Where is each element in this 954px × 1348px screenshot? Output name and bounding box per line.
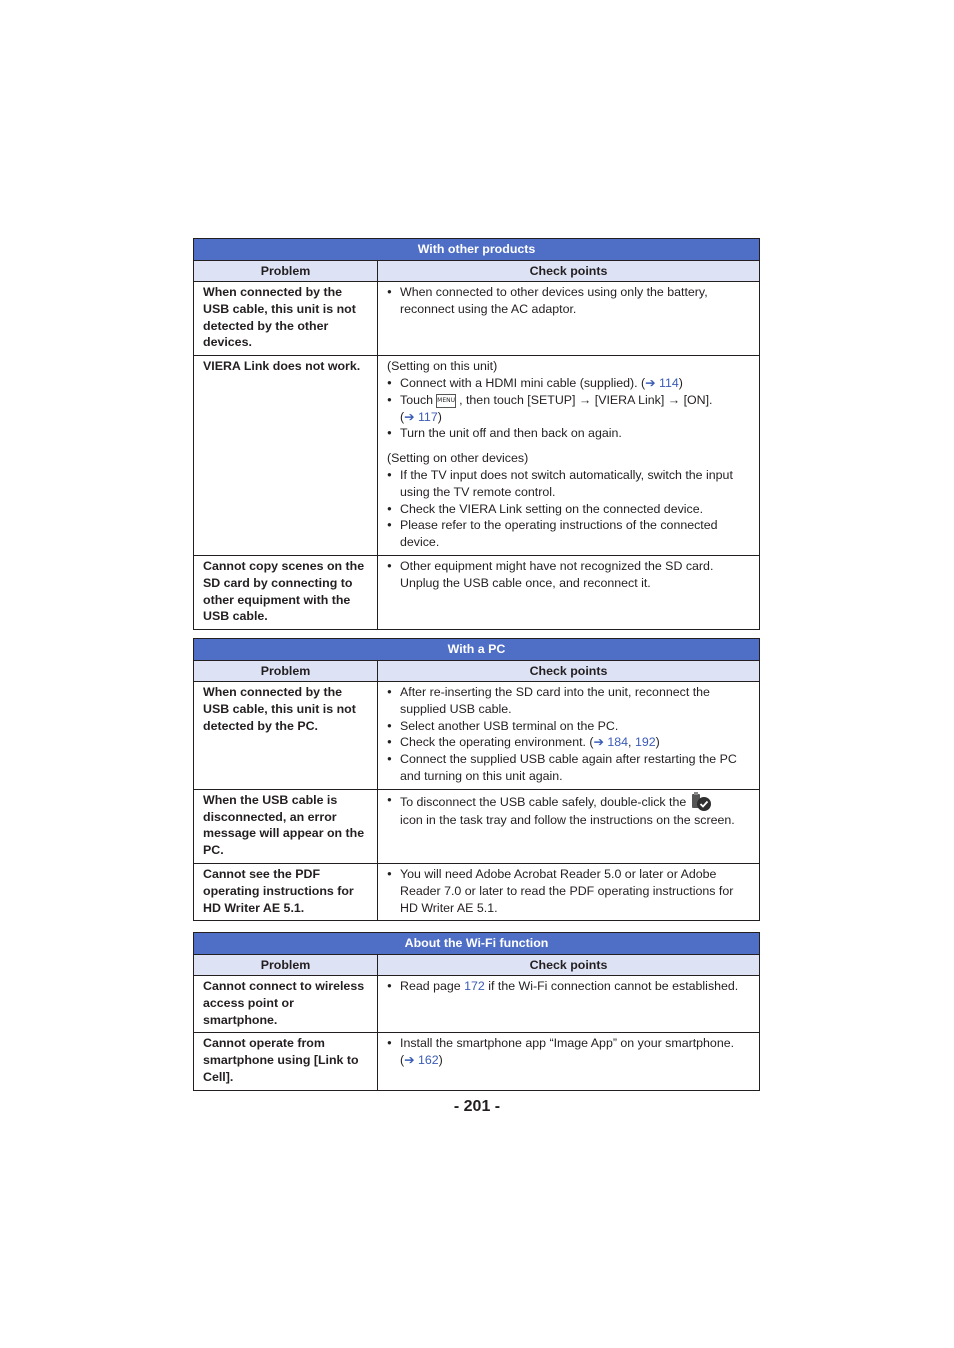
column-header-problem: Problem [194,955,378,976]
problem-cell: Cannot see the PDF operating instructions for HD Writer AE 5.1. [194,863,378,920]
section-title: About the Wi-Fi function [194,933,760,955]
column-header-problem: Problem [194,261,378,282]
bullet-item: ● Connect with a HDMI mini cable (supplied). (➔ 114) [387,375,751,392]
problem-cell: VIERA Link does not work. [194,356,378,556]
check-cell [378,1033,760,1090]
table-with-other-products [193,238,760,630]
bullet-text: Connect with a HDMI mini cable (supplied). ( [400,375,646,390]
table-row [194,789,760,863]
section-title: With other products [194,239,760,261]
setting-intro: (Setting on other devices) [387,451,529,466]
bullet-text: icon in the task tray and follow the instructions on the screen. [400,812,735,827]
column-header-check-points: Check points [378,955,760,976]
column-header-check-points: Check points [378,661,760,682]
problem-cell: Cannot copy scenes on the SD card by connecting to other equipment with the USB cable. [194,555,378,629]
bullet-item: ● Check the VIERA Link setting on the connected device. [387,501,751,518]
bullet-item: ● Select another USB terminal on the PC. [387,718,751,735]
page-link[interactable]: ➔ 114 [645,375,679,390]
page-link[interactable]: ➔ 117 [404,409,438,424]
page-number: - 201 - [453,1098,501,1115]
bullet-item: ● Turn the unit off and then back on again. [387,425,751,442]
table-row [194,356,760,556]
page-link[interactable]: 172 [464,979,485,993]
bullet-text: To disconnect the USB cable safely, double-click the [400,794,687,809]
table-row [194,863,760,920]
table-with-a-pc [193,638,760,921]
bullet-item: ● Install the smartphone app “Image App” on your smartphone. (➔ 162) [387,1035,751,1069]
setting-intro: (Setting on this unit) [387,359,498,374]
check-cell [378,356,760,556]
bullet-text: Touch [400,392,434,407]
bullet-item [387,792,751,829]
bullet-item: ● When connected to other devices using only the battery, reconnect using the AC adaptor. [387,284,751,318]
check-cell [378,682,760,790]
bullet-text: if the Wi-Fi connection cannot be established. [488,979,739,993]
bullet-item: ● After re-inserting the SD card into the unit, reconnect the supplied USB cable. [387,684,751,718]
check-cell [378,282,760,356]
bullet-item: ● If the TV input does not switch automatically, switch the input using the TV remote control. [387,467,751,501]
check-cell [378,789,760,863]
bullet-item: ● Other equipment might have not recognized the SD card. Unplug the USB cable once, and reconnect it. [387,558,751,592]
table-row [194,682,760,790]
table-row [194,555,760,629]
safely-remove-hardware-icon [690,792,712,812]
table-row [194,1033,760,1090]
menu-icon: MENU [436,394,456,408]
bullet-item: ● Please refer to the operating instructions of the connected device. [387,517,751,551]
problem-cell: When connected by the USB cable, this unit is not detected by the PC. [194,682,378,790]
bullet-text: Install the smartphone app “Image App” on your smartphone. [400,1036,735,1051]
bullet-text: , then touch [SETUP] → [VIERA Link] → [ON]. [459,392,713,407]
table-wifi-function [193,932,760,1091]
bullet-item: ● Connect the supplied USB cable again after restarting the PC and turning on this unit again. [387,751,751,785]
bullet-text: Read page [400,979,461,993]
page-link[interactable]: 192 [634,735,656,750]
problem-cell: When connected by the USB cable, this unit is not detected by the other devices. [194,282,378,356]
problem-cell: Cannot operate from smartphone using [Link to Cell]. [194,1033,378,1090]
section-title: With a PC [194,639,760,661]
bullet-item: ● You will need Adobe Acrobat Reader 5.0 or later or Adobe Reader 7.0 or later to read the PDF operating instructions for HD Writer AE 5.1. [387,866,751,916]
check-cell [378,863,760,920]
column-header-problem: Problem [194,661,378,682]
table-row [194,282,760,356]
bullet-item [387,978,751,995]
page-link[interactable]: ➔ 184 [593,735,629,750]
problem-cell: Cannot connect to wireless access point or smartphone. [194,976,378,1033]
page-link[interactable]: ➔ 162 [404,1053,439,1068]
column-header-check-points: Check points [378,261,760,282]
table-row [194,976,760,1033]
check-cell [378,555,760,629]
bullet-text: Check the operating environment. ( [400,735,594,750]
problem-cell: When the USB cable is disconnected, an error message will appear on the PC. [194,789,378,863]
check-cell [378,976,760,1033]
bullet-item: ● Touch MENU , then touch [SETUP] → [VIERA Link] → [ON]. (➔ 117) [387,392,751,426]
bullet-item: ● Check the operating environment. (➔ 184, 192) [387,734,751,751]
